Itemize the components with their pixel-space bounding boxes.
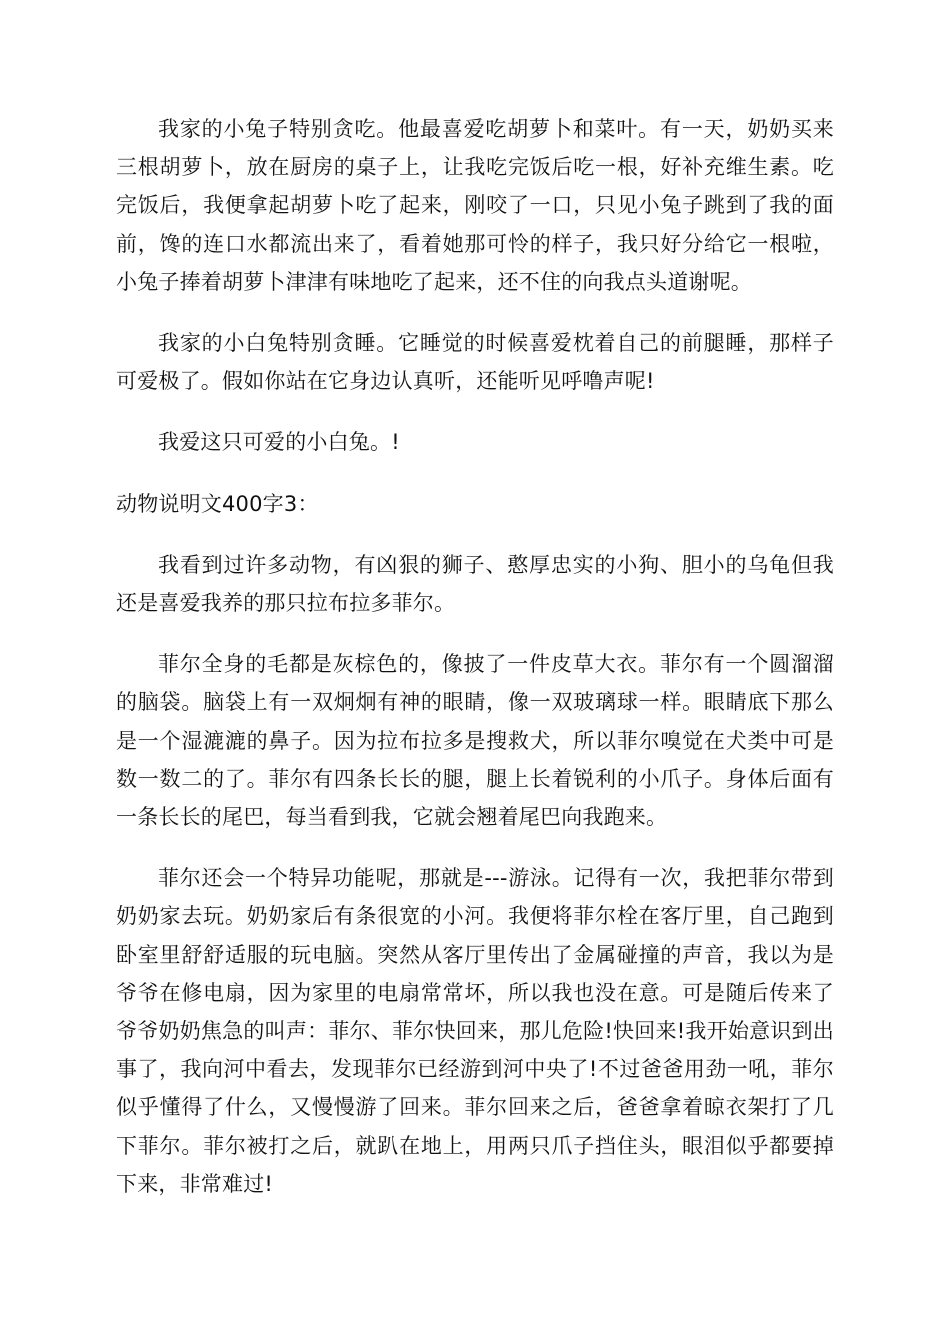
- paragraph-phil-swimming: 菲尔还会一个特异功能呢，那就是---游泳。记得有一次，我把菲尔带到奶奶家去玩。奶奶家后有条很宽的小河。我便将菲尔栓在客厅里，自己跑到卧室里舒舒适服的玩电脑。突然从客厅里传出了金属碰撞的声音，我以为是爷爷在修电扇，因为家里的电扇常常坏，所以我也没在意。可是随后传来了爷爷奶奶焦急的叫声：菲尔、菲尔快回来，那儿危险!快回来!我开始意识到出事了，我向河中看去，发现菲尔已经游到河中央了!不过爸爸用劲一吼，菲尔似乎懂得了什么，又慢慢游了回来。菲尔回来之后，爸爸拿着晾衣架打了几下菲尔。菲尔被打之后，就趴在地上，用两只爪子挡住头，眼泪似乎都要掉下来，非常难过!: [116, 866, 834, 1196]
- paragraph-rabbit-sleepy: 我家的小白兔特别贪睡。它睡觉的时候喜爱枕着自己的前腿睡，那样子可爱极了。假如你站在它身边认真听，还能听见呼噜声呢!: [116, 331, 834, 394]
- paragraph-rabbit-love: 我爱这只可爱的小白兔。!: [158, 430, 400, 455]
- paragraph-phil-appearance: 菲尔全身的毛都是灰棕色的，像披了一件皮草大衣。菲尔有一个圆溜溜的脑袋。脑袋上有一双炯炯有神的眼睛，像一双玻璃球一样。眼睛底下那么是一个湿漉漉的鼻子。因为拉布拉多是搜救犬，所以菲尔嗅觉在犬类中可是数一数二的了。菲尔有四条长长的腿，腿上长着锐利的小爪子。身体后面有一条长长的尾巴，每当看到我，它就会翘着尾巴向我跑来。: [116, 652, 834, 830]
- document-page: [116, 110, 834, 1226]
- paragraph-intro-animals: 我看到过许多动物，有凶狠的狮子、憨厚忠实的小狗、胆小的乌龟但我还是喜爱我养的那只拉布拉多菲尔。: [116, 552, 834, 616]
- paragraph-rabbit-greedy: 我家的小兔子特别贪吃。他最喜爱吃胡萝卜和菜叶。有一天，奶奶买来三根胡萝卜，放在厨房的桌子上，让我吃完饭后吃一根，好补充维生素。吃完饭后，我便拿起胡萝卜吃了起来，刚咬了一口，只见小兔子跳到了我的面前，馋的连口水都流出来了，看着她那可怜的样子，我只好分给它一根啦，小兔子捧着胡萝卜津津有味地吃了起来，还不住的向我点头道谢呢。: [116, 117, 834, 294]
- section-heading: 动物说明文400字3：: [116, 491, 319, 516]
